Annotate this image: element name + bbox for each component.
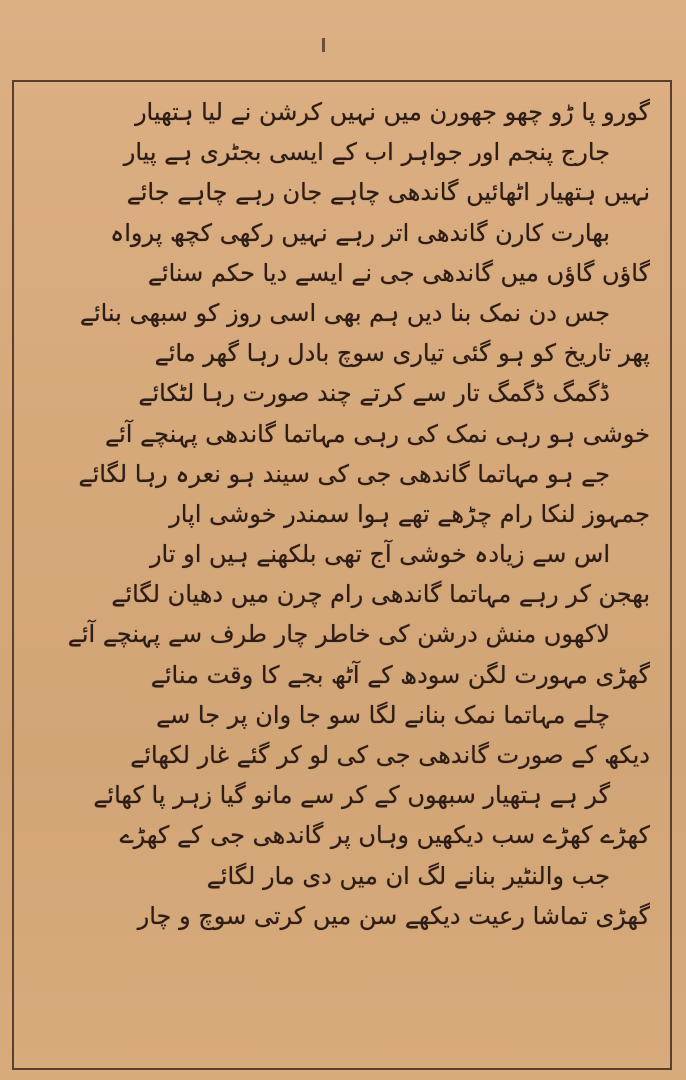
text-line: جب والنٹیر بنانے لگ ان میں دی مار لگائے — [206, 861, 610, 890]
text-line: جمہوز لنکا رام چڑھے تھے ہوا سمندر خوشی اپار — [169, 499, 650, 528]
text-line: گاؤں گاؤں میں گاندھی جی نے ایسے دیا حکم سنائے — [147, 258, 650, 287]
text-line: گر ہے ہتھیار سبھوں کے کر سے مانو گیا زہر پا کھائے — [93, 781, 610, 810]
text-line: گورو پا ڑو چھو جھورن میں نہیں کرشن نے لیا ہتھیار — [134, 98, 650, 126]
text-line: جارج پنجم اور جواہر اب کے ایسی بجٹری ہے پیار — [123, 138, 610, 167]
text-line: لاکھوں منش درشن کی خاطر چار طرف سے پہنچے آئے — [67, 620, 610, 649]
text-line: کھڑے کھڑے سب دیکھیں وہاں پر گاندھی جی کے کھڑے — [119, 821, 650, 850]
text-line: گھڑی مہورت لگن سودھ کے آٹھ بجے کا وقت منائے — [150, 660, 650, 689]
text-line: پھر تاریخ کو ہو گئی تیاری سوچ بادل رہا گھر مائے — [154, 339, 650, 368]
text-line: ڈگمگ ڈگمگ تار سے کرتے چند صورت رہا لٹکائے — [138, 379, 610, 408]
text-line: اس سے زیادہ خوشی آج تھی بلکھنے ہیں او تار — [149, 540, 610, 569]
text-line: چلے مہاتما نمک بنانے لگا سو جا وان پر جا سے — [156, 700, 610, 729]
text-line: بھارت کارن گاندھی اتر رہے نہیں رکھی کچھ پرواہ — [110, 218, 610, 247]
top-mark — [322, 38, 325, 52]
poem-text-block — [30, 92, 650, 1060]
text-line: بھجن کر رہے مہاتما گاندھی رام چرن میں دھیان لگائے — [111, 580, 650, 609]
text-line: دیکھ کے صورت گاندھی جی کی لو کر گئے غار لکھائے — [130, 741, 650, 769]
text-line: جے ہو مہاتما گاندھی جی کی سیند ہو نعرہ رہا لگائے — [78, 459, 610, 488]
text-line: جس دن نمک بنا دیں ہم بھی اسی روز کو سبھی بنائے — [79, 298, 610, 327]
text-line: نہیں ہتھیار اٹھائیں گاندھی چاہے جان رہے چاہے جائے — [126, 178, 650, 207]
text-line: گھڑی تماشا رعیت دیکھے سن میں کرتی سوچ و چار — [137, 901, 650, 930]
text-line: خوشی ہو رہی نمک کی رہی مہاتما گاندھی پہنچے آئے — [105, 419, 650, 448]
